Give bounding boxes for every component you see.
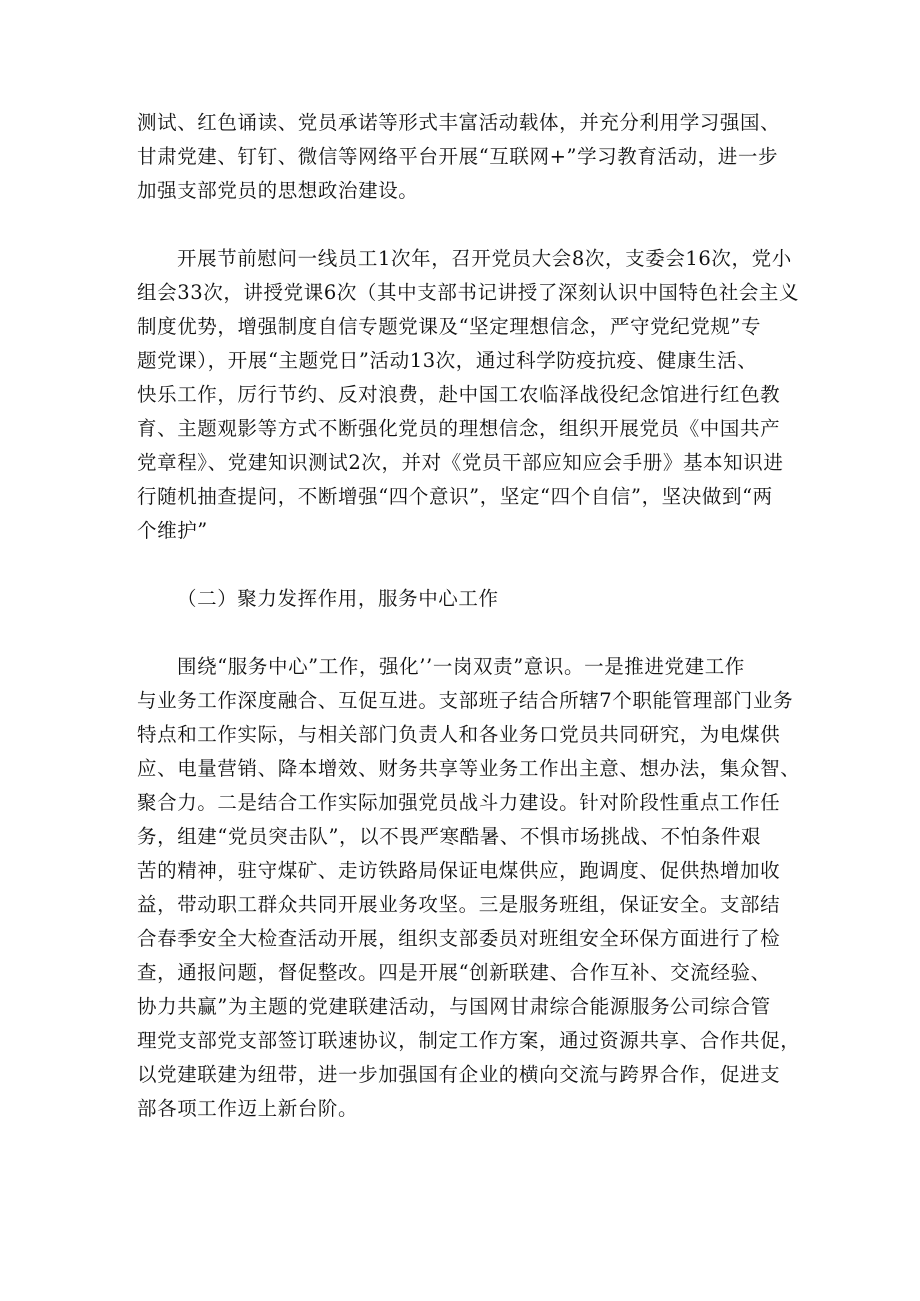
text-line: 与业务工作深度融合、互促互进。支部班子结合所辖7个职能管理部门业务 bbox=[137, 689, 794, 712]
paragraph-spacer bbox=[137, 616, 797, 650]
text-line: 围绕“服务中心”工作，强化’’一岗双责”意识。一是推进党建工作 bbox=[177, 655, 745, 678]
text-line: 育、主题观影等方式不断强化党员的理想信念，组织开展党员《中国共产 bbox=[137, 417, 781, 440]
text-line: 组会33次，讲授党课6次（其中支部书记讲授了深刻认识中国特色社会主义 bbox=[137, 281, 800, 304]
text-line: 个维护” bbox=[137, 519, 208, 542]
text-line: 应、电量营销、降本增效、财务共享等业务工作出主意、想办法，集众智、 bbox=[137, 757, 801, 780]
paragraph-spacer bbox=[137, 548, 797, 582]
text-line: 行随机抽查提问，不断增强“四个意识”，坚定“四个自信”，坚决做到“两 bbox=[137, 485, 773, 508]
text-line: 测试、红色诵读、党员承诺等形式丰富活动载体，并充分利用学习强国、 bbox=[137, 111, 781, 134]
text-line: 聚合力。二是结合工作实际加强党员战斗力建设。针对阶段性重点工作任 bbox=[137, 791, 781, 814]
document-page bbox=[137, 106, 801, 1126]
text-line: 合春季安全大检查活动开展，组织支部委员对班组安全环保方面进行了检 bbox=[137, 927, 781, 950]
text-line: 快乐工作，厉行节约、反对浪费，赴中国工农临泽战役纪念馆进行红色教 bbox=[137, 383, 781, 406]
paragraph-spacer bbox=[137, 208, 797, 242]
text-line: 开展节前慰问一线员工1次年，召开党员大会8次，支委会16次，党小 bbox=[177, 247, 792, 270]
text-line: 理党支部党支部签订联速协议，制定工作方案，通过资源共享、合作共促， bbox=[137, 1029, 801, 1052]
text-line: 务，组建“党员突击队”，以不畏严寒酷暑、不惧市场挑战、不怕条件艰 bbox=[137, 825, 762, 848]
text-line: 特点和工作实际，与相关部门负责人和各业务口党员共同研究，为电煤供 bbox=[137, 723, 781, 746]
text-line: 苦的精神，驻守煤矿、走访铁路局保证电煤供应，跑调度、促供热增加收 bbox=[137, 859, 781, 882]
text-line: 协力共赢”为主题的党建联建活动，与国网甘肃综合能源服务公司综合管 bbox=[137, 995, 771, 1018]
text-line: 查，通报问题，督促整改。四是开展“创新联建、合作互补、交流经验、 bbox=[137, 961, 771, 984]
paragraph-1 bbox=[137, 106, 797, 208]
section-heading: （二）聚力发挥作用，服务中心工作 bbox=[177, 587, 499, 610]
text-line: 甘肃党建、钉钉、微信等网络平台开展“互联网+”学习教育活动，进一步 bbox=[137, 145, 779, 168]
paragraph-3 bbox=[137, 650, 801, 1126]
text-line: 制度优势，增强制度自信专题党课及“坚定理想信念，严守党纪党规”专 bbox=[137, 315, 762, 338]
text-line: 益，带动职工群众共同开展业务攻坚。三是服务班组，保证安全。支部结 bbox=[137, 893, 781, 916]
text-line: 以党建联建为纽带，进一步加强国有企业的横向交流与跨界合作，促进支 bbox=[137, 1063, 781, 1086]
text-line: 题党课），开展“主题党日”活动13次，通过科学防疫抗疫、健康生活、 bbox=[137, 349, 758, 372]
text-line: 党章程》、党建知识测试2次，并对《党员干部应知应会手册》基本知识进 bbox=[137, 451, 784, 474]
text-line: 加强支部党员的思想政治建设。 bbox=[137, 179, 419, 202]
paragraph-2 bbox=[137, 242, 800, 548]
text-line: 部各项工作迈上新台阶。 bbox=[137, 1097, 359, 1120]
